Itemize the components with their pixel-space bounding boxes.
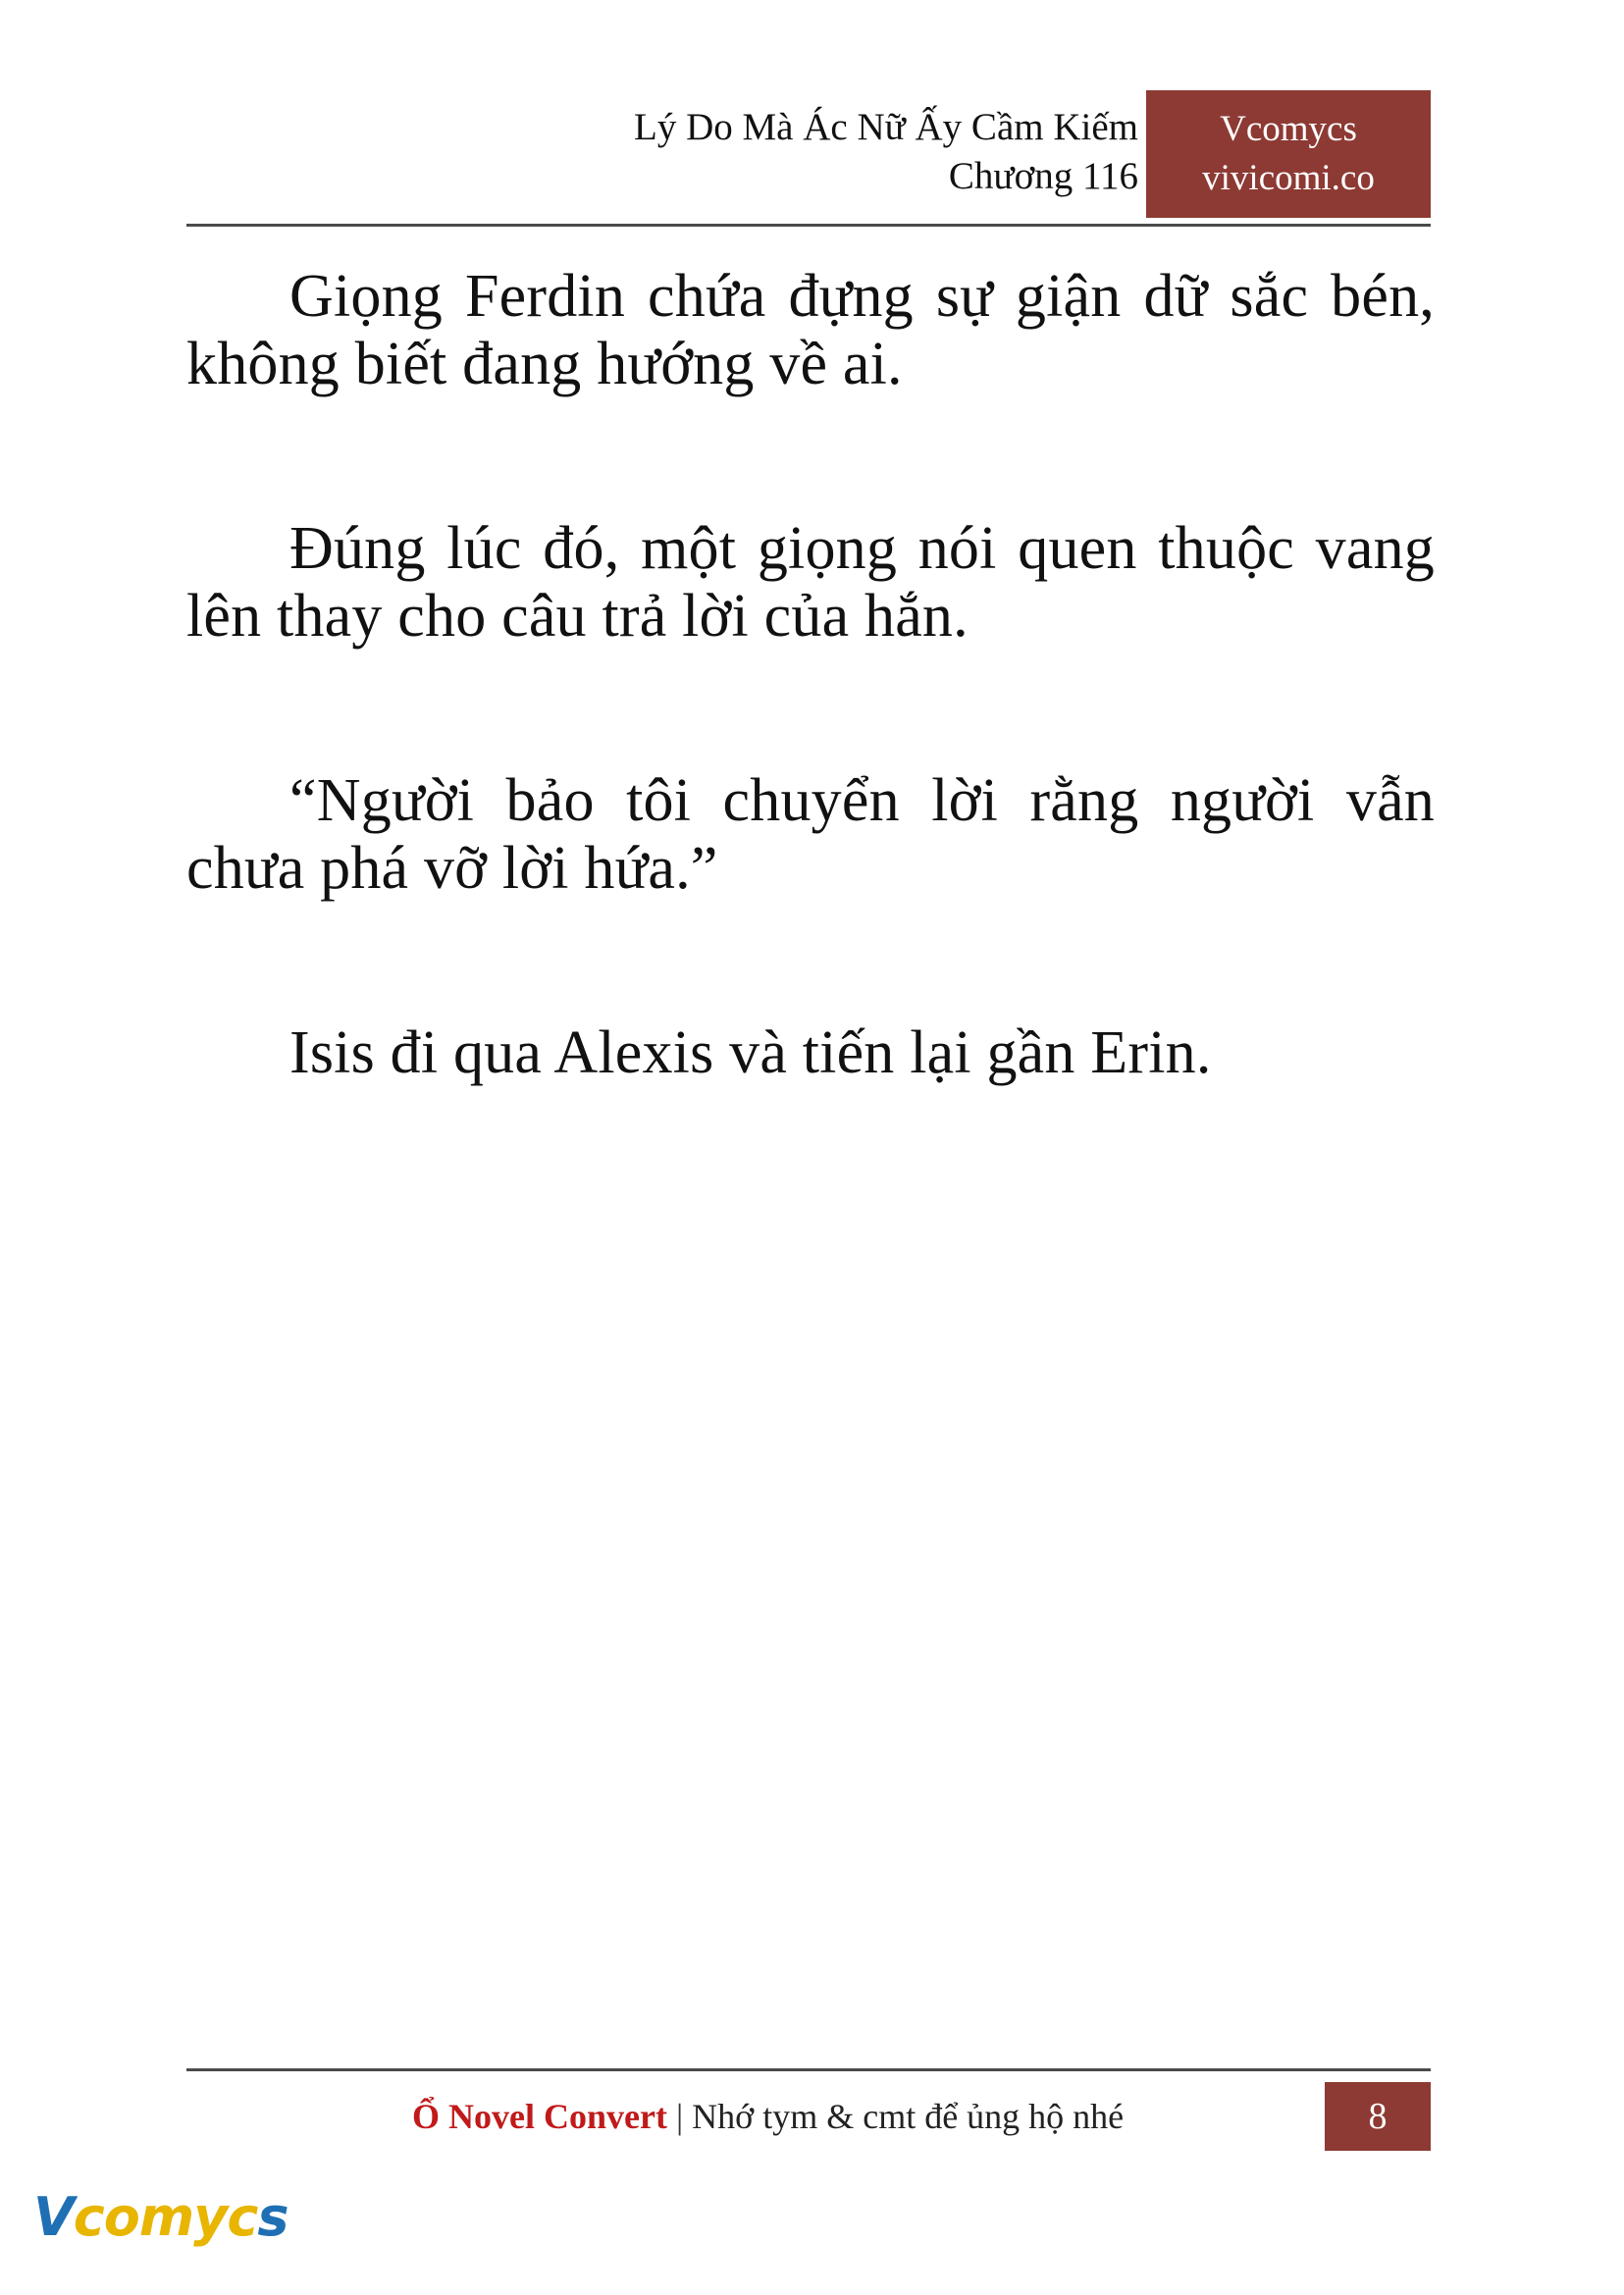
watermark-text-part2: comyc	[73, 2186, 258, 2248]
page-header	[0, 0, 1624, 235]
badge-site-url: vivicomi.co	[1202, 158, 1375, 198]
book-title: Lý Do Mà Ác Nữ Ấy Cầm Kiếm	[634, 106, 1138, 148]
header-divider	[186, 224, 1431, 227]
paragraph: Giọng Ferdin chứa đựng sự giận dữ sắc bén, không biết đang hướng về ai.	[186, 263, 1435, 398]
page-content	[186, 263, 1435, 1087]
paragraph: Isis đi qua Alexis và tiến lại gần Erin.	[289, 1018, 1212, 1086]
page-footer	[186, 2082, 1431, 2151]
watermark-text-part3: s	[257, 2186, 288, 2248]
footer-note: Nhớ tym & cmt để ủng hộ nhé	[692, 2097, 1125, 2136]
paragraph: Đúng lúc đó, một giọng nói quen thuộc vang lên thay cho câu trả lời của hắn.	[186, 514, 1435, 651]
page-number-badge: 8	[1325, 2082, 1431, 2151]
vcomycs-logo-watermark	[33, 2186, 288, 2272]
header-title-block	[186, 103, 1138, 201]
watermark-text-part1: V	[33, 2186, 74, 2248]
chapter-label: Chương 116	[948, 154, 1138, 197]
footer-divider	[186, 2068, 1431, 2071]
watermark-text	[33, 2186, 288, 2248]
footer-separator: |	[675, 2097, 684, 2136]
footer-credit	[412, 2096, 1124, 2137]
footer-brand-name: Ổ Novel Convert	[412, 2097, 667, 2136]
site-watermark-badge	[1146, 90, 1431, 218]
badge-site-name: Vcomycs	[1220, 109, 1357, 150]
paragraph: “Người bảo tôi chuyển lời rằng người vẫn chưa phá vỡ lời hứa.”	[186, 766, 1435, 903]
